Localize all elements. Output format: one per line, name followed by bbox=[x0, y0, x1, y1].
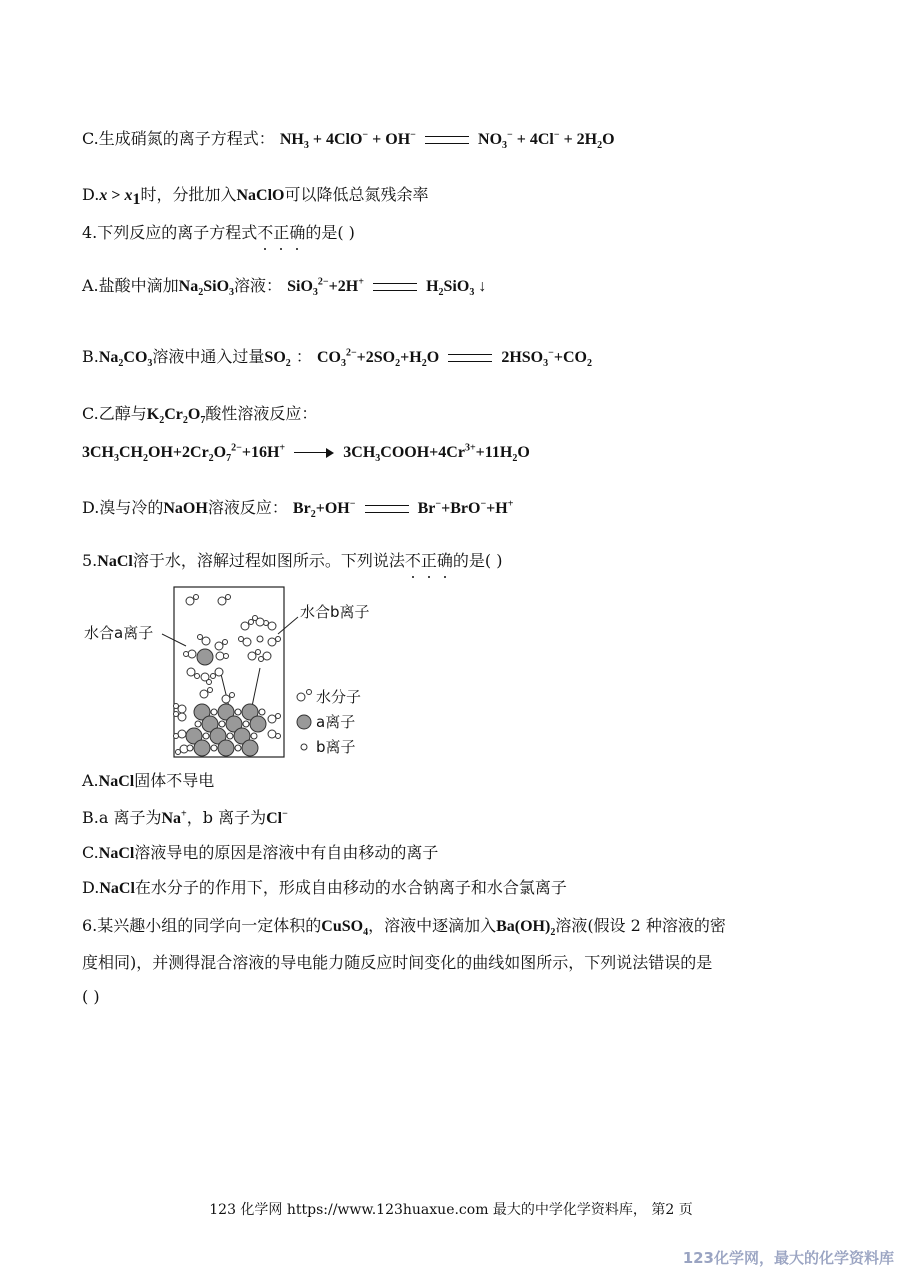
water-molecule-h bbox=[211, 674, 216, 679]
equals-sign bbox=[365, 505, 409, 513]
water-molecule-h bbox=[253, 616, 258, 621]
water-molecule-h bbox=[230, 693, 235, 698]
lattice-b-ion bbox=[195, 721, 201, 727]
page-footer: 123 化学网 https://www.123huaxue.com 最大的中学化学资料库， 第2 页 bbox=[209, 1202, 693, 1218]
option-d-q3: $D.x > x_1$时，分批加入NaClO可以降低总氮残余率 bbox=[82, 185, 429, 209]
legend-water-icon-h bbox=[307, 690, 312, 695]
nacl-dissolution-diagram bbox=[82, 584, 402, 764]
water-molecule-h bbox=[223, 640, 228, 645]
water-molecule-h bbox=[184, 652, 189, 657]
water-molecule-o bbox=[178, 705, 186, 713]
lattice-a-ion bbox=[194, 740, 210, 756]
question-6-line-2: 度相同)，并测得混合溶液的导电能力随反应时间变化的曲线如图所示，下列说法错误的是 bbox=[82, 953, 713, 972]
legend-a-icon bbox=[297, 715, 311, 729]
label-hydrated-a: 水合a离子 bbox=[84, 624, 154, 642]
water-molecule-o bbox=[188, 650, 196, 658]
lattice-b-ion bbox=[227, 733, 233, 739]
watermark: 123化学网，最大的化学资料库 bbox=[682, 1249, 894, 1267]
legend bbox=[297, 688, 361, 756]
lattice-a-ion bbox=[250, 716, 266, 732]
lattice-b-ion bbox=[251, 733, 257, 739]
water-molecule-o bbox=[178, 713, 186, 721]
option-a-q5: A.NaCl固体不导电 bbox=[82, 771, 215, 790]
water-molecule-h bbox=[198, 635, 203, 640]
legend-a-label: a离子 bbox=[316, 713, 356, 731]
water-molecule-o bbox=[215, 642, 223, 650]
lattice-b-ion bbox=[211, 745, 217, 751]
water-molecule-h bbox=[208, 688, 213, 693]
nacl-crystal-lattice bbox=[186, 704, 266, 756]
water-molecule-o bbox=[216, 652, 224, 660]
water-molecule-h bbox=[276, 637, 281, 642]
water-molecule-h bbox=[276, 714, 281, 719]
question-6-line-1: 6.某兴趣小组的同学向一定体积的CuSO$_4$，溶液中逐滴加入$Ba(OH)_2$溶液(假设 2 种溶液的密 bbox=[82, 916, 726, 939]
question-4: 4.下列反应的离子方程式不正确的是( ) bbox=[82, 223, 355, 242]
water-molecule-o bbox=[263, 652, 271, 660]
lattice-a-ion bbox=[218, 740, 234, 756]
lattice-b-ion bbox=[235, 709, 241, 715]
water-molecule-o bbox=[268, 715, 276, 723]
option-a-q4: A.盐酸中滴加$Na_2SiO_3$溶液： SiO$_3^{2-}$+2H+ $H_2SiO_3$ ↓ bbox=[82, 276, 487, 299]
water-molecule-h bbox=[256, 650, 261, 655]
legend-b-icon bbox=[301, 744, 307, 750]
question-5: 5.NaCl溶于水，溶解过程如图所示。下列说法不正确的是( ) bbox=[82, 551, 503, 570]
hydrated-a-ion bbox=[197, 649, 213, 665]
water-molecule-h bbox=[174, 734, 179, 739]
water-molecule-o bbox=[268, 730, 276, 738]
option-d-q4: D.溴与冷的NaOH溶液反应： $Br_2+OH^-$ Br−+BrO−+H+ bbox=[82, 498, 514, 521]
water-molecule-h bbox=[195, 674, 200, 679]
water-molecule-h bbox=[239, 637, 244, 642]
water-molecule-h bbox=[174, 704, 179, 709]
option-b-q5: B.a 离子为Na+，b 离子为Cl− bbox=[82, 808, 288, 827]
water-molecule-h bbox=[249, 620, 254, 625]
option-c-q3: C.生成硝氮的离子方程式： $NH_3 + 4ClO^- + OH^-$ $NO_3^- + 4Cl^- + 2H_2O$ bbox=[82, 129, 615, 152]
pointer-line-b bbox=[278, 617, 298, 634]
option-c-q5: C.NaCl溶液导电的原因是溶液中有自由移动的离子 bbox=[82, 843, 439, 862]
legend-b-label: b离子 bbox=[316, 738, 356, 756]
equals-sign bbox=[425, 136, 469, 144]
equals-sign bbox=[373, 283, 417, 291]
water-molecule-o bbox=[218, 597, 226, 605]
option-c-q4: C.乙醇与$K_2Cr_2O_7$酸性溶液反应： bbox=[82, 404, 318, 427]
lattice-a-ion bbox=[242, 740, 258, 756]
hydrated-b-ion bbox=[257, 636, 263, 642]
equation-c-q4: $3CH_3CH_2OH+2Cr_2O_7^{2-}+16H^+$ $3CH_3COOH+4Cr^{3+}+11H_2O$ bbox=[82, 442, 530, 465]
option-b-q4: $B.Na_2CO_3$溶液中通入过量$SO_2$ ： $CO_3^{2-}+2SO_2+H_2O$ $2HSO_3^-+CO_2$ bbox=[82, 347, 592, 370]
water-molecule-h bbox=[174, 712, 179, 717]
lattice-b-ion bbox=[235, 745, 241, 751]
water-molecule-o bbox=[200, 690, 208, 698]
water-molecule-h bbox=[224, 654, 229, 659]
lattice-b-ion bbox=[219, 721, 225, 727]
water-molecule-o bbox=[222, 695, 230, 703]
water-molecule-h bbox=[207, 680, 212, 685]
legend-water-icon bbox=[297, 693, 305, 701]
question-6-line-3: ( ) bbox=[82, 987, 100, 1006]
water-molecule-o bbox=[248, 652, 256, 660]
water-molecule-o bbox=[268, 622, 276, 630]
water-molecule-o bbox=[202, 637, 210, 645]
water-molecule-o bbox=[178, 730, 186, 738]
label-hydrated-b: 水合b离子 bbox=[300, 603, 370, 621]
water-molecule-h bbox=[176, 750, 181, 755]
water-molecule-o bbox=[187, 668, 195, 676]
water-molecule-o bbox=[243, 638, 251, 646]
water-molecule-h bbox=[194, 595, 199, 600]
water-molecule-o bbox=[215, 668, 223, 676]
equals-sign bbox=[448, 354, 492, 362]
water-molecule-o bbox=[241, 622, 249, 630]
lattice-b-ion bbox=[259, 709, 265, 715]
lattice-b-ion bbox=[211, 709, 217, 715]
water-molecule-h bbox=[259, 657, 264, 662]
lattice-b-ion bbox=[203, 733, 209, 739]
water-molecule-o bbox=[186, 597, 194, 605]
water-molecule-o bbox=[268, 638, 276, 646]
lattice-b-ion bbox=[187, 745, 193, 751]
water-molecule-h bbox=[226, 595, 231, 600]
water-molecule-h bbox=[276, 734, 281, 739]
legend-water-label: 水分子 bbox=[316, 688, 362, 706]
option-d-q5: D.NaCl在水分子的作用下，形成自由移动的水合钠离子和水合氯离子 bbox=[82, 878, 567, 897]
reaction-arrow-icon bbox=[294, 448, 334, 458]
lattice-b-ion bbox=[243, 721, 249, 727]
